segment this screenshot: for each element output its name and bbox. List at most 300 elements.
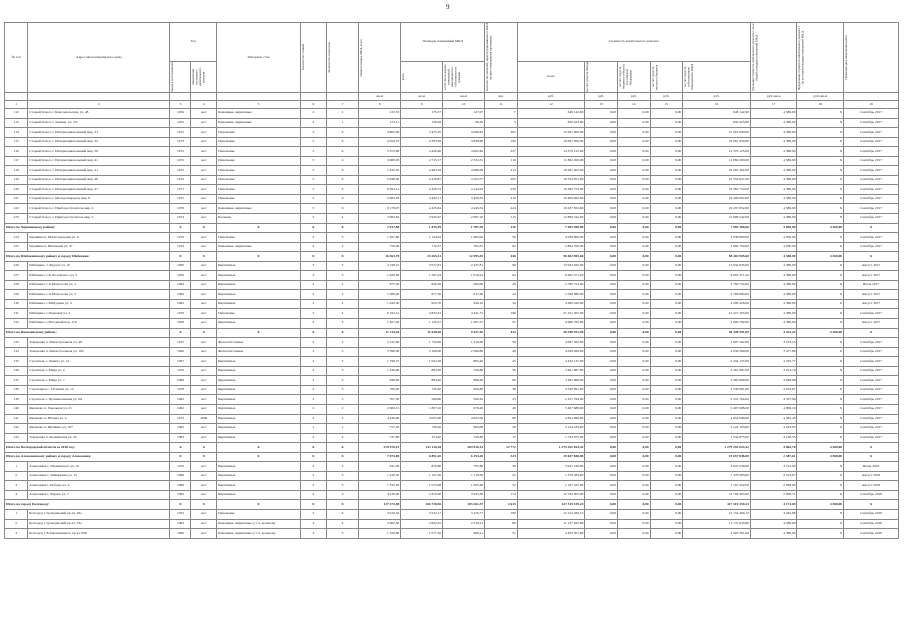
table-cell: X — [797, 194, 844, 204]
table-cell: 0,00 — [585, 309, 618, 319]
table-cell: 2 768 880,00 — [683, 290, 751, 300]
address-cell: Шебекино г, А.Матросова ул, 3 — [28, 290, 170, 300]
table-cell: 0,00 — [650, 433, 683, 443]
table-cell: 3 540 991,00 — [517, 385, 585, 395]
table-cell: X — [797, 175, 844, 185]
table-cell: 4 102,57 — [443, 175, 485, 185]
table-cell: X — [170, 328, 191, 338]
table-cell: X — [217, 223, 301, 233]
table-cell: Август 2017 — [844, 290, 899, 300]
table-row — [5, 137, 899, 147]
table-cell: 4 039 269,00 — [683, 347, 751, 357]
table-cell: 0,00 — [585, 424, 618, 434]
table-cell: 2 017,80 — [359, 223, 401, 233]
table-cell: 0,00 — [617, 233, 650, 243]
subtotal-label: Итого по Алексеевскому району и городу Алексеевка: — [5, 452, 170, 462]
table-cell: Кирпичные — [217, 433, 301, 443]
table-cell: 1956 — [170, 109, 191, 119]
table-cell: 893,30 — [401, 366, 443, 376]
table-cell: 4 445,54 — [443, 204, 485, 214]
table-cell: 707,30 — [359, 395, 401, 405]
table-cell: 6 602 371,20 — [683, 271, 751, 281]
table-cell: 0,00 — [650, 443, 683, 453]
table-cell: X — [797, 290, 844, 300]
col-wall-material: Материал стен — [217, 23, 301, 93]
table-cell: 0,00 — [650, 137, 683, 147]
col-cost-region: за счет средств бюджета субъекта Российской Федерации — [617, 64, 633, 90]
table-cell: X — [301, 500, 327, 510]
table-cell: 1 378 283,00 — [683, 471, 751, 481]
table-cell: 4 423,22 — [750, 328, 797, 338]
table-cell: 139 — [5, 395, 28, 405]
table-cell: 15 001 600,00 — [517, 128, 585, 138]
table-row — [5, 395, 899, 405]
table-cell: 1955 — [170, 509, 191, 519]
table-cell: X — [797, 128, 844, 138]
table-cell: X — [797, 280, 844, 290]
table-cell: 3 522,17 — [401, 509, 443, 519]
table-cell: 4 097 562,00 — [517, 338, 585, 348]
table-cell: X — [170, 252, 191, 262]
table-cell: 9 178,97 — [359, 204, 401, 214]
table-cell: 875,50 — [359, 280, 401, 290]
table-cell: 0,00 — [650, 194, 683, 204]
table-cell: 159,80 — [443, 433, 485, 443]
table-cell: 1 534 875,00 — [517, 433, 585, 443]
table-cell: Сентябрь 2018 — [844, 519, 899, 529]
table-cell: 0,00 — [585, 223, 618, 233]
table-cell: 0,00 — [617, 500, 650, 510]
table-cell: 1 043,30 — [359, 299, 401, 309]
table-cell: 0,00 — [585, 109, 618, 119]
table-cell: 0,00 — [585, 185, 618, 195]
table-cell: 1 750,80 — [401, 338, 443, 348]
capital-repair-register-table — [4, 22, 899, 539]
table-cell: 62 — [485, 242, 518, 252]
address-cell: Шебекино г, Нагорный пер, 116 — [28, 319, 170, 329]
table-row — [5, 404, 899, 414]
table-cell: 4 862,70 — [750, 443, 797, 453]
address-cell: Строитель г, Мира ул, 7 — [28, 376, 170, 386]
table-cell: 130 — [5, 299, 28, 309]
table-cell: 48 — [485, 347, 518, 357]
table-cell: 214 — [485, 166, 518, 176]
table-cell: 2 — [301, 462, 327, 472]
address-cell: Стрелецкое с, Гагарина ул, 12 — [28, 385, 170, 395]
table-cell: 0,00 — [650, 118, 683, 128]
table-cell: 4 — [301, 529, 327, 539]
table-cell: 0,00 — [585, 233, 618, 243]
table-cell: 952,70 — [401, 299, 443, 309]
table-cell: 4 393,36 — [401, 137, 443, 147]
table-cell: 0,00 — [617, 185, 650, 195]
table-cell: X — [797, 137, 844, 147]
table-row — [5, 242, 899, 252]
table-cell: 757,20 — [359, 424, 401, 434]
table-cell: X — [797, 404, 844, 414]
table-cell: 0,00 — [617, 280, 650, 290]
table-cell: 2 962,50 — [359, 519, 401, 529]
table-cell: 14 379 125,00 — [683, 147, 751, 157]
table-cell: 118 — [5, 166, 28, 176]
table-cell: X — [191, 500, 217, 510]
table-cell: 6 — [326, 204, 359, 214]
table-cell: 6 — [326, 147, 359, 157]
table-cell: 37 — [485, 319, 518, 329]
table-cell: 2 894 700,00 — [517, 242, 585, 252]
table-cell: 617,60 — [443, 290, 485, 300]
table-cell: 12 772 — [485, 443, 518, 453]
table-cell: 2 — [301, 414, 327, 424]
table-cell: 0,00 — [617, 166, 650, 176]
table-cell: Кирпичные — [217, 490, 301, 500]
table-row — [5, 233, 899, 243]
subtotal-label: Итого по Яковлевскому району: — [5, 328, 170, 338]
address-cell: Старый Оскол, г. Приборостроитель мкр, 5 — [28, 214, 170, 224]
table-cell: X — [326, 452, 359, 462]
table-cell: Сентябрь 2017 — [844, 175, 899, 185]
table-cell: нет — [191, 395, 217, 405]
table-cell: 19 061 850,00 — [683, 137, 751, 147]
table-cell: 1 005,48 — [443, 481, 485, 491]
table-cell: нет — [191, 185, 217, 195]
table-cell: 1972 — [170, 128, 191, 138]
table-cell: 3 947 239,00 — [683, 462, 751, 472]
table-cell: 21 221 505,00 — [683, 309, 751, 319]
table-cell: 12 899 542,00 — [517, 214, 585, 224]
table-cell: 1 807,10 — [401, 404, 443, 414]
table-cell: 215,55 — [359, 109, 401, 119]
table-cell: нет — [191, 481, 217, 491]
table-cell: 13 934 845,00 — [683, 261, 751, 271]
table-cell: 3 — [326, 385, 359, 395]
table-cell: 0,00 — [585, 443, 618, 453]
table-cell: 0,00 — [585, 204, 618, 214]
table-cell: 4 418,87 — [401, 175, 443, 185]
table-cell: 4 615 — [485, 500, 518, 510]
table-cell: 6 602 371,20 — [517, 271, 585, 281]
table-cell: 1958 — [170, 319, 191, 329]
address-cell: Шебекино г, К.Заславского ул, 5 — [28, 271, 170, 281]
table-cell: 756,00 — [359, 242, 401, 252]
table-cell: 0,00 — [650, 414, 683, 424]
address-cell: Яковлево п, Южная ул, 4 — [28, 414, 170, 424]
table-cell: Панельные — [217, 185, 301, 195]
table-cell: 0,00 — [585, 376, 618, 386]
subtotal-row — [5, 443, 899, 453]
table-cell: 1 330,00 — [359, 366, 401, 376]
table-cell: 1966 — [170, 481, 191, 491]
column-number-cell: 19 — [844, 101, 899, 109]
table-cell: 2 715,17 — [401, 156, 443, 166]
table-cell: нет — [191, 357, 217, 367]
table-cell: 1978 — [170, 204, 191, 214]
table-cell: 0,00 — [585, 214, 618, 224]
table-cell: 1 — [5, 509, 28, 519]
table-cell: 1973 — [170, 414, 191, 424]
table-cell: 4 380,00 — [750, 166, 797, 176]
table-cell: 0,00 — [617, 462, 650, 472]
table-cell: 1 007,37 — [443, 319, 485, 329]
col-max-cost: Предельная стоимость капитального ремонта 1 кв.м общей площади помещений МКД — [797, 25, 805, 90]
address-cell: Старый Оскол, г. Интернациональный мкр, 38 — [28, 147, 170, 157]
table-cell: 4 380,00 — [750, 204, 797, 214]
table-cell: 2 — [326, 280, 359, 290]
table-cell: X — [301, 252, 327, 262]
table-cell: Сентябрь 2017 — [844, 347, 899, 357]
table-cell: 2 387,61 — [750, 452, 797, 462]
subtotal-row — [5, 252, 899, 262]
table-cell: Сентябрь 2017 — [844, 395, 899, 405]
table-cell: 1 022,20 — [401, 357, 443, 367]
table-cell: X — [170, 500, 191, 510]
table-cell: 4 380,00 — [750, 319, 797, 329]
address-cell: Алексеевка г, Ольминского ул, 10 — [28, 462, 170, 472]
table-cell: 134 — [5, 347, 28, 357]
table-cell: Панельные — [217, 509, 301, 519]
table-cell: X — [191, 443, 217, 453]
table-cell: 0,00 — [650, 233, 683, 243]
table-cell: 4 380,00 — [750, 280, 797, 290]
table-cell: Август 2018 — [844, 471, 899, 481]
table-cell: 4 896,19 — [750, 404, 797, 414]
table-cell: 0,00 — [650, 424, 683, 434]
col-premises-residents: в том числе жилых помещений, находящихся в собственности граждан — [443, 64, 462, 90]
table-cell: нет — [191, 404, 217, 414]
table-cell: 4 435,84 — [401, 204, 443, 214]
table-cell: 1955 — [170, 118, 191, 128]
table-row — [5, 147, 899, 157]
table-cell: 2 566,80 — [443, 347, 485, 357]
table-cell: 0,00 — [617, 309, 650, 319]
table-cell: 1 120,27 — [401, 319, 443, 329]
table-row — [5, 194, 899, 204]
table-cell: нет — [191, 147, 217, 157]
table-cell: 0,00 — [617, 319, 650, 329]
table-cell: 5 — [301, 128, 327, 138]
table-cell: 216 — [485, 194, 518, 204]
address-cell: Строитель г, Ленина ул, 14 — [28, 357, 170, 367]
table-cell: 0,00 — [585, 299, 618, 309]
table-cell: 0,00 — [617, 433, 650, 443]
table-cell: 0,00 — [650, 280, 683, 290]
unit-cell — [301, 93, 327, 101]
table-cell: 166 718,56 — [401, 500, 443, 510]
table-cell: 4 255,77 — [750, 357, 797, 367]
table-cell: Сентябрь 2018 — [844, 529, 899, 539]
table-cell: нет — [191, 347, 217, 357]
table-cell: 0,00 — [650, 175, 683, 185]
table-cell: 4 039 800,00 — [517, 233, 585, 243]
table-cell: 15 001 600,00 — [683, 128, 751, 138]
table-cell: X — [844, 328, 899, 338]
table-cell: 3 — [326, 471, 359, 481]
table-cell: Август 2018 — [844, 481, 899, 491]
table-cell: 39 — [485, 424, 518, 434]
table-cell: 99,26 — [443, 118, 485, 128]
table-cell: 3 476,77 — [443, 509, 485, 519]
table-cell: X — [301, 443, 327, 453]
table-cell: 2 122,60 — [359, 338, 401, 348]
table-cell: 2 — [326, 404, 359, 414]
table-cell: 0,00 — [585, 252, 618, 262]
table-cell: 3 — [326, 347, 359, 357]
table-cell: 0,00 — [617, 290, 650, 300]
table-cell: 39 — [485, 462, 518, 472]
table-cell: 1971 — [170, 185, 191, 195]
table-cell: X — [844, 223, 899, 233]
table-cell: 174 — [485, 490, 518, 500]
col-premises-group: Площадь помещений МКД — [401, 23, 485, 62]
table-cell: X — [191, 223, 217, 233]
table-cell: 1 — [5, 462, 28, 472]
table-cell: Кирпичные — [217, 366, 301, 376]
column-number-cell: 14 — [617, 101, 650, 109]
table-cell: 56 — [485, 338, 518, 348]
table-cell: 4 023,50 — [443, 414, 485, 424]
table-cell: Сентябрь 2017 — [844, 214, 899, 224]
table-cell: 1974 — [170, 242, 191, 252]
table-cell: 126 — [5, 261, 28, 271]
table-cell: 4 280,00 — [750, 519, 797, 529]
table-cell: 0,00 — [650, 376, 683, 386]
table-cell: 45 — [485, 357, 518, 367]
table-cell: 4 062,40 — [443, 147, 485, 157]
table-cell: Сентябрь 2017 — [844, 204, 899, 214]
table-cell: 5 972,98 — [359, 147, 401, 157]
table-cell: 650 423,80 — [683, 118, 751, 128]
subtotal-row — [5, 500, 899, 510]
table-cell: 6 — [326, 137, 359, 147]
table-cell: 2 — [301, 233, 327, 243]
address-cell: Яковлево п, Щепкина ул, 167 — [28, 424, 170, 434]
address-cell: Старый Оскол, г. Ленина, ул. 3/5 — [28, 118, 170, 128]
table-cell: 127 — [5, 271, 28, 281]
table-cell: 0,00 — [617, 519, 650, 529]
table-cell: 3 914,70 — [750, 366, 797, 376]
table-cell: 0,00 — [617, 147, 650, 157]
table-cell: 19 657 848,00 — [517, 452, 585, 462]
table-cell: 3 396,30 — [359, 347, 401, 357]
table-cell: 2 602,45 — [401, 519, 443, 529]
table-cell: 1975 — [170, 338, 191, 348]
column-number-cell: 3 — [170, 101, 191, 109]
subtotal-label: Итого по городу Белгороду: — [5, 500, 170, 510]
table-cell: 4 420,72 — [401, 185, 443, 195]
table-row — [5, 385, 899, 395]
table-cell: X — [191, 328, 217, 338]
table-cell: 2 000,15 — [359, 404, 401, 414]
table-cell: X — [797, 118, 844, 128]
col-cost-fed: за счет средств Фонда — [585, 62, 590, 92]
table-cell: 0,00 — [585, 242, 618, 252]
table-cell: 19 657 848,00 — [683, 452, 751, 462]
subtotal-row — [5, 223, 899, 233]
table-cell: 2 — [326, 109, 359, 119]
table-cell: X — [844, 452, 899, 462]
table-cell: 1 620,64 — [359, 271, 401, 281]
table-cell: X — [797, 509, 844, 519]
table-cell: Сентябрь 2018 — [844, 509, 899, 519]
table-cell: X — [326, 328, 359, 338]
table-cell: 978,20 — [443, 404, 485, 414]
table-cell: 2 313,67 — [750, 471, 797, 481]
table-cell: 278 476,15 — [359, 443, 401, 453]
unit-cell: руб. — [650, 93, 683, 101]
table-cell: X — [797, 156, 844, 166]
table-cell: 7 073,00 — [359, 452, 401, 462]
table-cell: 119 — [485, 156, 518, 166]
unit-cell: кв.м — [443, 93, 485, 101]
unit-cell — [191, 93, 217, 101]
table-cell: 4 172,69 — [750, 500, 797, 510]
table-cell: 1 071,50 — [401, 529, 443, 539]
table-cell: 648 142,90 — [683, 109, 751, 119]
table-cell: 0,00 — [585, 338, 618, 348]
table-cell: 0,00 — [650, 252, 683, 262]
address-cell: Яковлево п, Хмельная ул, 21 — [28, 404, 170, 414]
page-number: 9 — [446, 3, 450, 11]
table-row — [5, 529, 899, 539]
table-cell: 2 — [5, 519, 28, 529]
subtotal-label: Итого по Белгородской области за 2018 год: — [5, 443, 170, 453]
table-row — [5, 261, 899, 271]
col-year-group: Год — [170, 23, 217, 62]
table-cell: 0,00 — [617, 338, 650, 348]
table-cell: 19 409 062,00 — [517, 194, 585, 204]
table-cell: 60 — [485, 376, 518, 386]
unit-cell: руб./кв.м — [797, 93, 844, 101]
table-cell: X — [191, 252, 217, 262]
table-cell: 1 320,60 — [359, 529, 401, 539]
table-cell: Сентябрь 2017 — [844, 385, 899, 395]
table-cell: 45 — [485, 471, 518, 481]
table-cell: нет — [191, 242, 217, 252]
table-cell: 0,00 — [617, 118, 650, 128]
table-cell: 4 380,00 — [750, 118, 797, 128]
address-cell: Томаровка п, Магистральная ул, 100 — [28, 347, 170, 357]
table-cell: 0,00 — [585, 414, 618, 424]
table-cell: 1 075,98 — [401, 481, 443, 491]
table-cell: нет — [191, 233, 217, 243]
table-cell: 4 039 800,00 — [683, 233, 751, 243]
table-cell: 7 583 300,00 — [517, 223, 585, 233]
table-row — [5, 299, 899, 309]
table-cell: 0,00 — [650, 500, 683, 510]
table-cell: 3 — [326, 366, 359, 376]
table-cell: 3 461 887,00 — [517, 366, 585, 376]
table-cell: 0,00 — [650, 385, 683, 395]
table-cell: 0,00 — [650, 452, 683, 462]
table-cell: 3 — [485, 118, 518, 128]
table-cell: 12 154 269,13 — [517, 509, 585, 519]
table-cell: 1962 — [170, 290, 191, 300]
table-cell: 1962 — [170, 404, 191, 414]
table-cell: X — [797, 166, 844, 176]
table-cell: 19 354 651,00 — [683, 175, 751, 185]
table-cell: 122 — [5, 204, 28, 214]
unit-cell: руб. — [617, 93, 650, 101]
table-row — [5, 290, 899, 300]
table-cell: 0,00 — [585, 147, 618, 157]
table-cell: 0,00 — [585, 471, 618, 481]
table-cell: Сентябрь 2017 — [844, 147, 899, 157]
table-cell: 3 512,90 — [750, 462, 797, 472]
table-cell: Сентябрь 2017 — [844, 338, 899, 348]
table-cell: 3 — [326, 376, 359, 386]
table-cell: X — [797, 109, 844, 119]
table-cell: 677,50 — [401, 290, 443, 300]
